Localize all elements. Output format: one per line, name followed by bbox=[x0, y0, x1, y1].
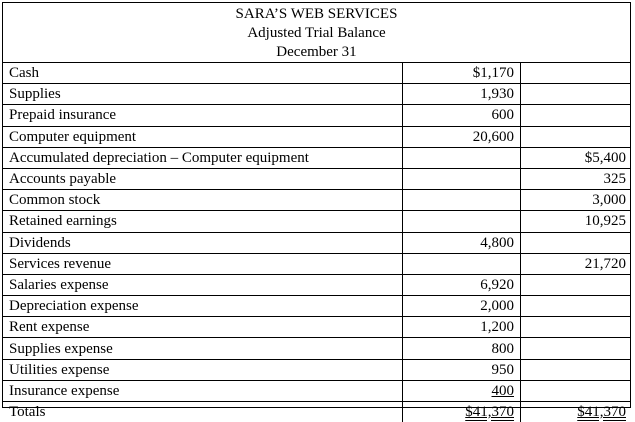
credit-amount bbox=[521, 338, 631, 359]
account-name: Dividends bbox=[3, 232, 403, 253]
debit-amount: 20,600 bbox=[403, 126, 521, 147]
credit-amount bbox=[521, 380, 631, 401]
credit-amount: $5,400 bbox=[521, 147, 631, 168]
table-row bbox=[3, 380, 630, 401]
table-row bbox=[3, 359, 630, 380]
credit-amount: 325 bbox=[521, 168, 631, 189]
table-row bbox=[3, 126, 630, 147]
table-row bbox=[3, 232, 630, 253]
credit-amount bbox=[521, 317, 631, 338]
debit-amount: 1,930 bbox=[403, 84, 521, 105]
account-name: Services revenue bbox=[3, 253, 403, 274]
account-name: Rent expense bbox=[3, 317, 403, 338]
credit-amount: 3,000 bbox=[521, 190, 631, 211]
statement-title: Adjusted Trial Balance bbox=[3, 24, 630, 43]
debit-amount bbox=[403, 253, 521, 274]
account-name: Accounts payable bbox=[3, 168, 403, 189]
account-name: Depreciation expense bbox=[3, 296, 403, 317]
table-row bbox=[3, 147, 630, 168]
debit-amount bbox=[403, 211, 521, 232]
totals-label: Totals bbox=[3, 402, 403, 422]
debit-amount: 600 bbox=[403, 105, 521, 126]
table-row bbox=[3, 84, 630, 105]
table-row bbox=[3, 338, 630, 359]
trial-balance-sheet bbox=[2, 2, 631, 408]
total-credit: $41,370 bbox=[521, 402, 631, 422]
debit-amount: 400 bbox=[403, 380, 521, 401]
account-name: Insurance expense bbox=[3, 380, 403, 401]
account-name: Utilities expense bbox=[3, 359, 403, 380]
debit-amount: $1,170 bbox=[403, 63, 521, 84]
credit-amount bbox=[521, 63, 631, 84]
debit-amount: 950 bbox=[403, 359, 521, 380]
table-row bbox=[3, 296, 630, 317]
account-name: Salaries expense bbox=[3, 274, 403, 295]
company-name: SARA’S WEB SERVICES bbox=[3, 5, 630, 24]
account-name: Prepaid insurance bbox=[3, 105, 403, 126]
statement-date: December 31 bbox=[3, 43, 630, 62]
debit-amount bbox=[403, 168, 521, 189]
account-name: Accumulated depreciation – Computer equipment bbox=[3, 147, 403, 168]
table-row bbox=[3, 190, 630, 211]
account-name: Common stock bbox=[3, 190, 403, 211]
credit-amount bbox=[521, 126, 631, 147]
account-name: Cash bbox=[3, 63, 403, 84]
table-row bbox=[3, 105, 630, 126]
debit-amount bbox=[403, 190, 521, 211]
table-row bbox=[3, 274, 630, 295]
credit-amount bbox=[521, 84, 631, 105]
trial-balance-table bbox=[3, 63, 630, 422]
statement-header bbox=[3, 3, 630, 63]
table-row bbox=[3, 253, 630, 274]
table-row bbox=[3, 211, 630, 232]
credit-amount bbox=[521, 296, 631, 317]
credit-amount: 21,720 bbox=[521, 253, 631, 274]
debit-amount: 2,000 bbox=[403, 296, 521, 317]
credit-amount bbox=[521, 232, 631, 253]
debit-amount: 6,920 bbox=[403, 274, 521, 295]
debit-amount: 1,200 bbox=[403, 317, 521, 338]
account-name: Retained earnings bbox=[3, 211, 403, 232]
table-row bbox=[3, 317, 630, 338]
debit-amount bbox=[403, 147, 521, 168]
credit-amount bbox=[521, 359, 631, 380]
debit-amount: 800 bbox=[403, 338, 521, 359]
table-row bbox=[3, 63, 630, 84]
credit-amount bbox=[521, 105, 631, 126]
total-debit: $41,370 bbox=[403, 402, 521, 422]
account-name: Computer equipment bbox=[3, 126, 403, 147]
credit-amount bbox=[521, 274, 631, 295]
table-row bbox=[3, 168, 630, 189]
account-name: Supplies expense bbox=[3, 338, 403, 359]
account-name: Supplies bbox=[3, 84, 403, 105]
credit-amount: 10,925 bbox=[521, 211, 631, 232]
debit-amount: 4,800 bbox=[403, 232, 521, 253]
